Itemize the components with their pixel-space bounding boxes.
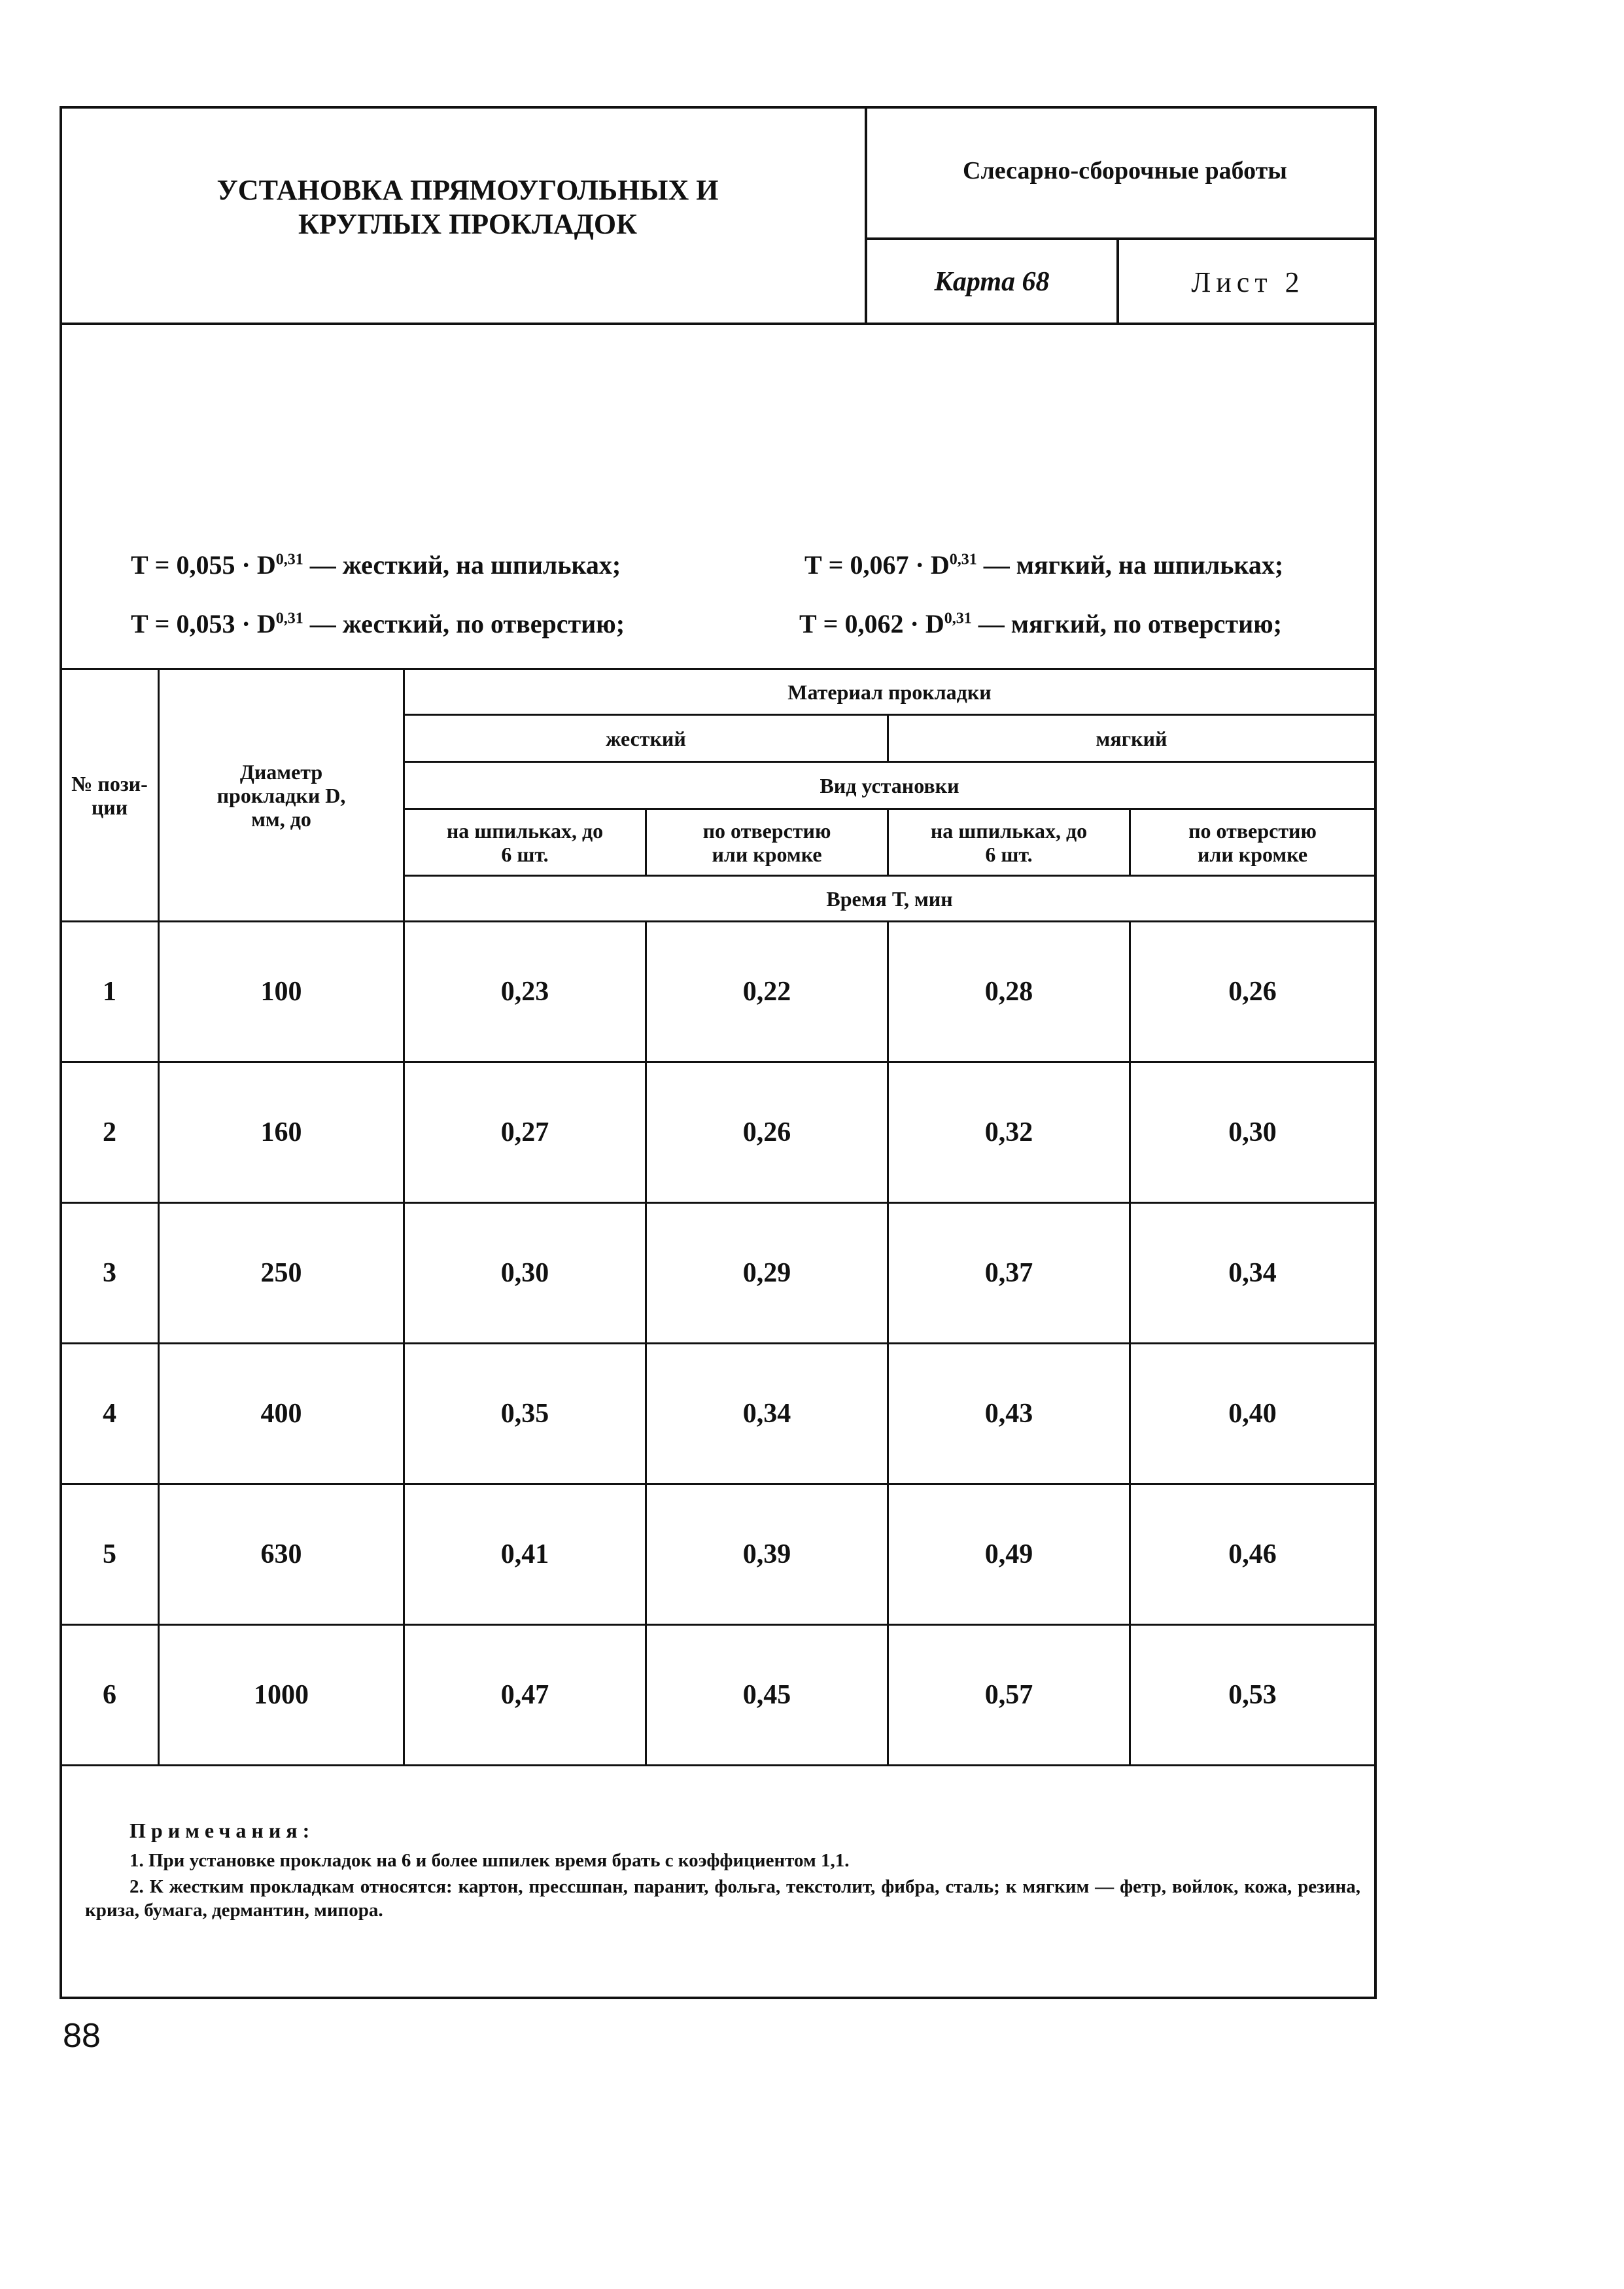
cell-hard-hole: 0,29 (646, 1203, 888, 1344)
formula-desc: — жесткий, на шпильках; (303, 550, 621, 580)
formula-desc: — мягкий, на шпильках; (976, 550, 1284, 580)
cell-position: 1 (61, 922, 159, 1062)
cell-hard-studs: 0,27 (404, 1062, 646, 1203)
col-header-hard: жесткий (404, 715, 888, 762)
table-row (61, 922, 1375, 1062)
cell-hard-hole: 0,26 (646, 1062, 888, 1203)
notes-heading: Примечания: (130, 1819, 315, 1842)
table-row (61, 1344, 1375, 1484)
col-header-soft: мягкий (888, 715, 1375, 762)
cell-hard-studs: 0,41 (404, 1484, 646, 1625)
col-header-diameter: Диаметр прокладки D, мм, до (159, 669, 404, 922)
formula-desc: — мягкий, по отверстию; (971, 609, 1282, 638)
cell-position: 3 (61, 1203, 159, 1344)
table-row (61, 1625, 1375, 1766)
formula-expr: Т = 0,067 · D (804, 550, 950, 580)
cell-position: 6 (61, 1625, 159, 1766)
cell-diameter: 400 (159, 1344, 404, 1484)
cell-diameter: 630 (159, 1484, 404, 1625)
cell-diameter: 160 (159, 1062, 404, 1203)
formula-expr: Т = 0,055 · D (131, 550, 276, 580)
table-row (61, 1203, 1375, 1344)
formula-exponent: 0,31 (949, 551, 977, 568)
page-number: 88 (63, 2017, 101, 2055)
cell-soft-hole: 0,40 (1130, 1344, 1375, 1484)
note-2: 2. К жестким прокладкам относятся: картон, прессшпан, паранит, фольга, текстолит, фибра, сталь; к мягким — фетр, войлок, кожа, резина, криза, бумага, дермантин, мипора. (85, 1876, 1360, 1921)
cell-diameter: 100 (159, 922, 404, 1062)
cell-position: 4 (61, 1344, 159, 1484)
card-number: Карта 68 (934, 267, 1050, 297)
cell-soft-studs: 0,43 (888, 1344, 1130, 1484)
cell-soft-studs: 0,57 (888, 1625, 1130, 1766)
cell-hard-studs: 0,30 (404, 1203, 646, 1344)
cell-soft-hole: 0,30 (1130, 1062, 1375, 1203)
cell-position: 2 (61, 1062, 159, 1203)
norms-table (60, 668, 1376, 1766)
formula-hard-hole (131, 608, 625, 639)
col-header-soft-hole: по отверстию или кромке (1130, 809, 1375, 876)
cell-soft-studs: 0,32 (888, 1062, 1130, 1203)
formula-exponent: 0,31 (944, 610, 972, 627)
formula-expr: Т = 0,053 · D (131, 609, 276, 638)
cell-soft-studs: 0,37 (888, 1203, 1130, 1344)
cell-hard-hole: 0,39 (646, 1484, 888, 1625)
col-header-material: Материал прокладки (404, 669, 1375, 715)
cell-hard-studs: 0,23 (404, 922, 646, 1062)
cell-hard-studs: 0,47 (404, 1625, 646, 1766)
cell-diameter: 250 (159, 1203, 404, 1344)
formula-desc: — жесткий, по отверстию; (303, 609, 625, 638)
cell-position: 5 (61, 1484, 159, 1625)
formula-soft-hole (799, 608, 1282, 639)
col-header-position: № пози- ции (61, 669, 159, 922)
cell-soft-hole: 0,53 (1130, 1625, 1375, 1766)
col-header-time: Время Т, мин (404, 876, 1375, 922)
page-title: УСТАНОВКА ПРЯМОУГОЛЬНЫХ И КРУГЛЫХ ПРОКЛАДОК (216, 174, 719, 240)
cell-soft-studs: 0,49 (888, 1484, 1130, 1625)
formula-soft-studs (804, 550, 1283, 580)
col-header-hard-studs: на шпильках, до 6 шт. (404, 809, 646, 876)
table-row (61, 1062, 1375, 1203)
cell-diameter: 1000 (159, 1625, 404, 1766)
formula-exponent: 0,31 (275, 610, 303, 627)
formula-exponent: 0,31 (275, 551, 303, 568)
cell-hard-hole: 0,22 (646, 922, 888, 1062)
cell-soft-hole: 0,34 (1130, 1203, 1375, 1344)
sheet-number: Лист 2 (1191, 266, 1305, 298)
formula-expr: Т = 0,062 · D (799, 609, 944, 638)
note-1: 1. При установке прокладок на 6 и более шпилек время брать с коэффициентом 1,1. (130, 1850, 850, 1871)
cell-hard-hole: 0,45 (646, 1625, 888, 1766)
col-header-hard-hole: по отверстию или кромке (646, 809, 888, 876)
formula-hard-studs (131, 550, 621, 580)
table-row (61, 1484, 1375, 1625)
cell-soft-hole: 0,46 (1130, 1484, 1375, 1625)
col-header-soft-studs: на шпильках, до 6 шт. (888, 809, 1130, 876)
cell-soft-studs: 0,28 (888, 922, 1130, 1062)
work-category: Слесарно-сборочные работы (963, 157, 1287, 184)
cell-soft-hole: 0,26 (1130, 922, 1375, 1062)
col-header-install-type: Вид установки (404, 762, 1375, 809)
cell-hard-hole: 0,34 (646, 1344, 888, 1484)
cell-hard-studs: 0,35 (404, 1344, 646, 1484)
